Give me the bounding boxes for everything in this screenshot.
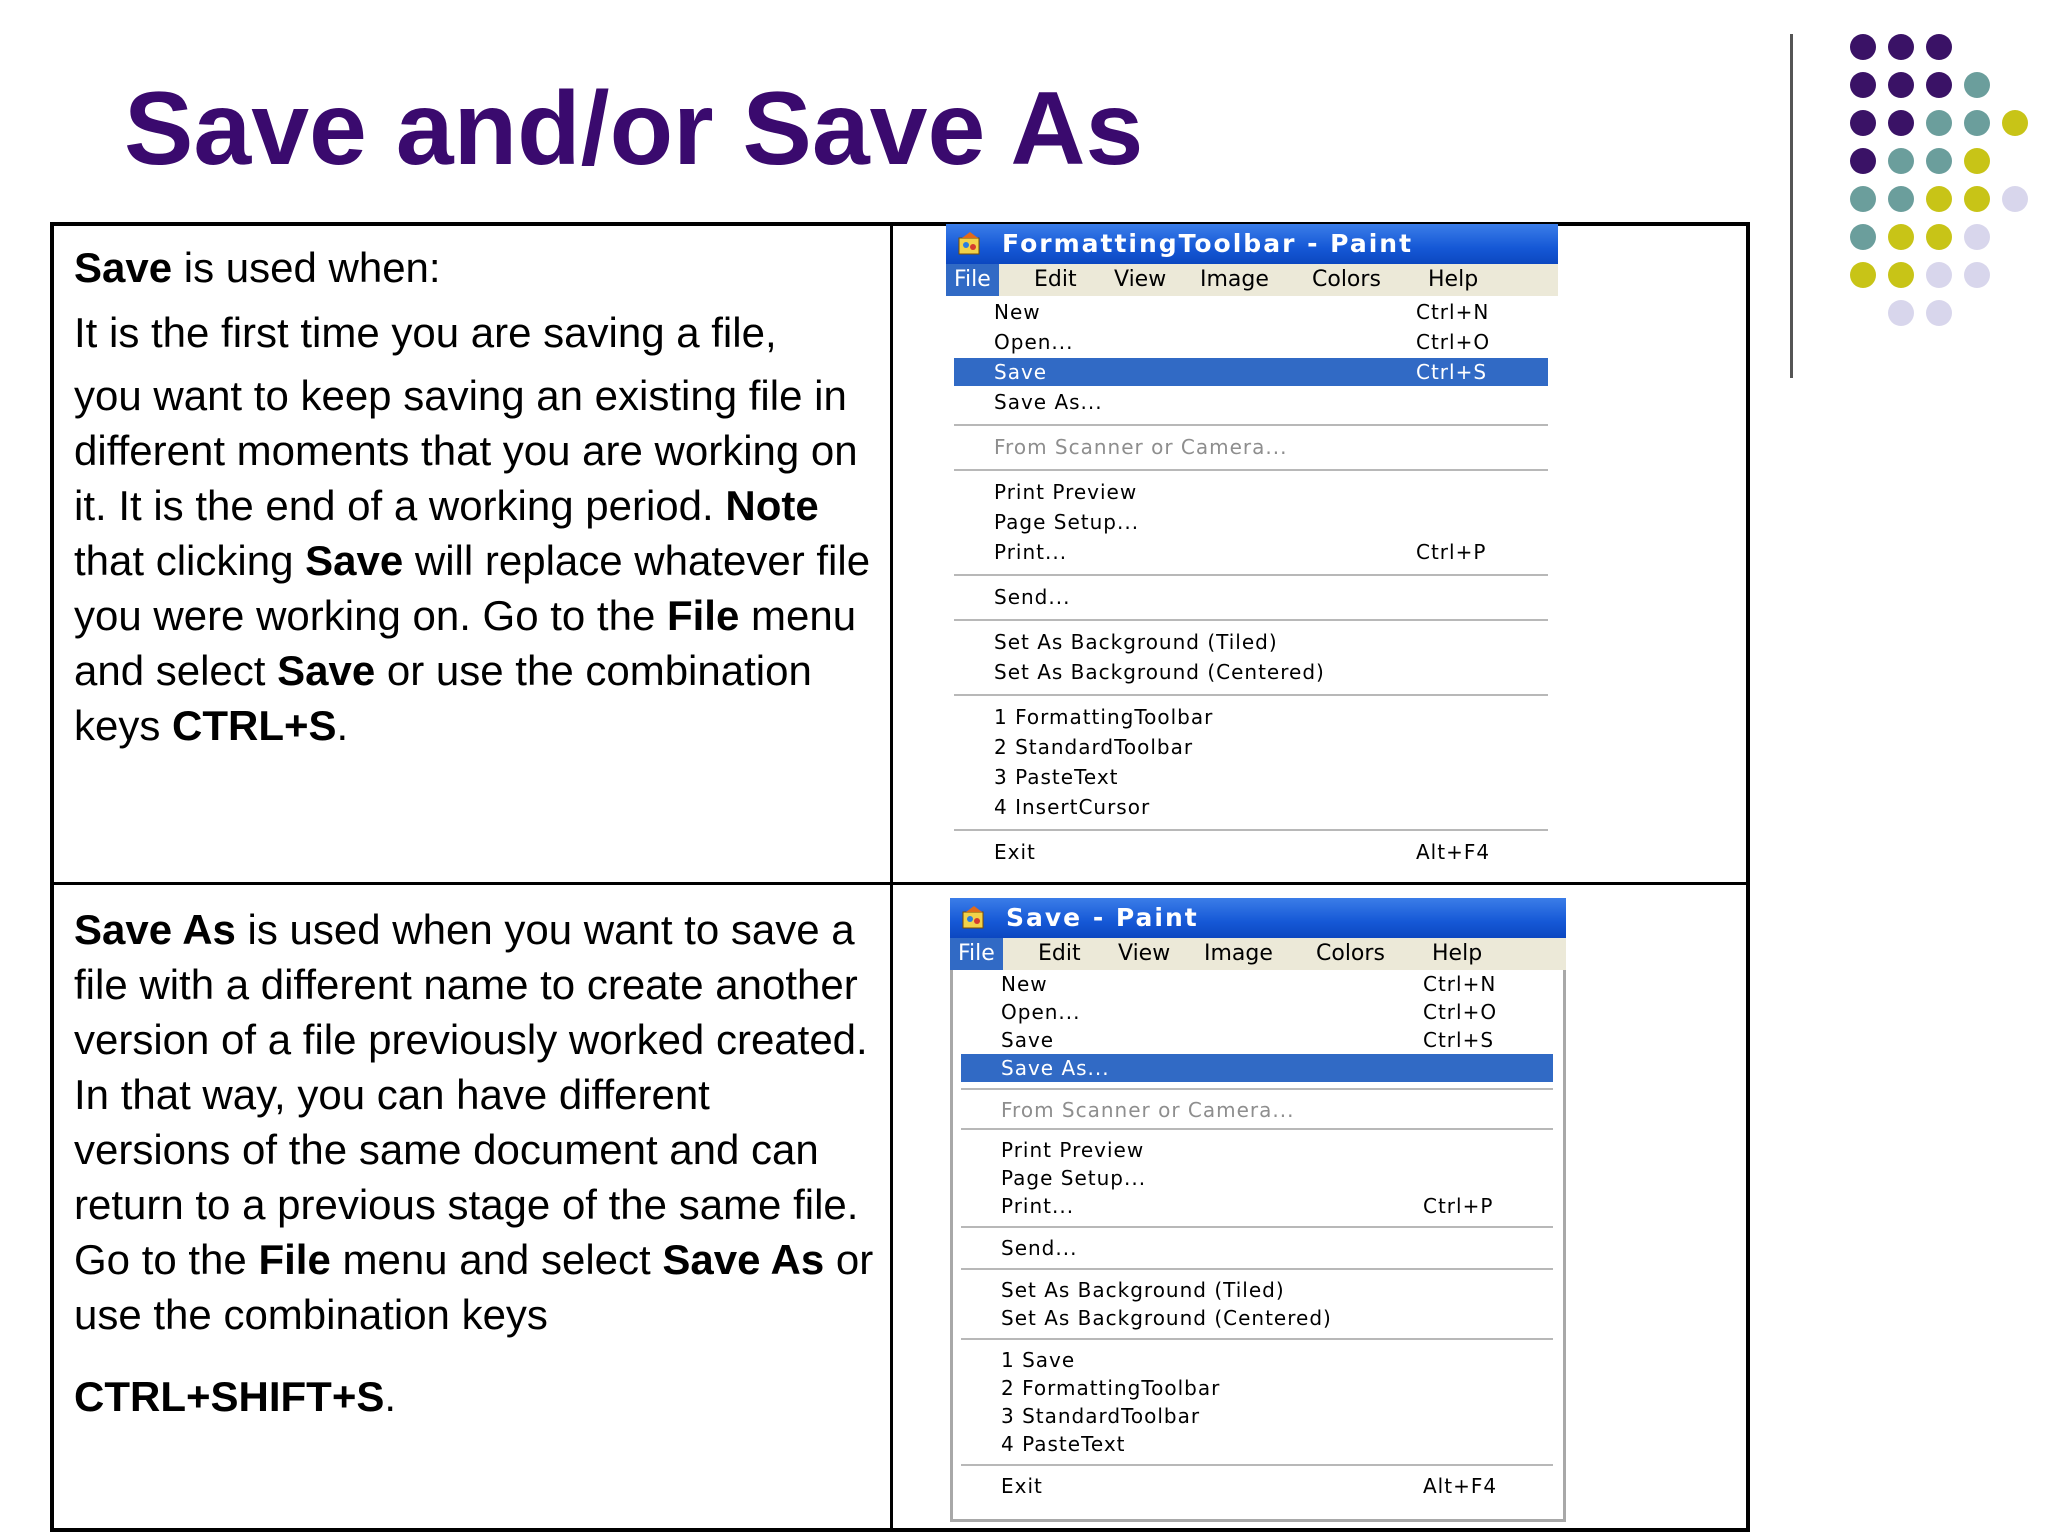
menu-item[interactable] xyxy=(961,1304,1553,1332)
decorative-dot xyxy=(1926,186,1952,212)
menu-item[interactable] xyxy=(954,733,1548,761)
decorative-dot xyxy=(1850,224,1876,250)
menu-item-label: Set As Background (Centered) xyxy=(994,660,1325,684)
menu-separator xyxy=(961,1338,1553,1340)
menu-item[interactable] xyxy=(961,1026,1553,1054)
paint-app-icon xyxy=(956,230,984,258)
menu-colors[interactable]: Colors xyxy=(1316,941,1385,966)
menu-separator xyxy=(954,694,1548,696)
save-reason-first: It is the first time you are saving a file, xyxy=(74,309,777,356)
paint-file-menu-save-screenshot xyxy=(946,224,1558,876)
menu-item-shortcut: Ctrl+P xyxy=(1423,1194,1494,1218)
menu-separator xyxy=(954,829,1548,831)
menu-item-label: Set As Background (Centered) xyxy=(1001,1306,1332,1330)
menu-item-label: From Scanner or Camera... xyxy=(994,435,1288,459)
menu-item-label: Print Preview xyxy=(1001,1138,1145,1162)
menu-item-shortcut: Alt+F4 xyxy=(1423,1474,1498,1498)
menu-bar[interactable] xyxy=(946,264,1558,296)
slide-title: Save and/or Save As xyxy=(124,71,1144,187)
menu-item-label: Set As Background (Tiled) xyxy=(1001,1278,1285,1302)
decorative-dot xyxy=(1888,186,1914,212)
menu-item-label: Save xyxy=(1001,1028,1055,1052)
menu-separator xyxy=(961,1464,1553,1466)
menu-item[interactable] xyxy=(961,1472,1553,1500)
menu-item[interactable] xyxy=(954,583,1548,611)
menu-item-shortcut: Ctrl+O xyxy=(1423,1000,1498,1024)
menu-separator xyxy=(961,1088,1553,1090)
menu-image[interactable]: Image xyxy=(1204,941,1273,966)
menu-item[interactable] xyxy=(954,793,1548,821)
decorative-dot xyxy=(1964,110,1990,136)
menu-item-shortcut: Ctrl+O xyxy=(1416,330,1491,354)
menu-item[interactable] xyxy=(954,298,1548,326)
decorative-dot xyxy=(1850,262,1876,288)
menu-view[interactable]: View xyxy=(1118,941,1171,966)
menu-item[interactable] xyxy=(961,1234,1553,1262)
menu-item-label: Page Setup... xyxy=(1001,1166,1147,1190)
menu-separator xyxy=(954,424,1548,426)
menu-item-label: Send... xyxy=(994,585,1071,609)
menu-item-label: 1 FormattingToolbar xyxy=(994,705,1214,729)
decorative-dot xyxy=(1850,34,1876,60)
menu-file[interactable]: File xyxy=(950,938,1003,970)
decorative-dot xyxy=(1850,148,1876,174)
menu-item[interactable] xyxy=(954,628,1548,656)
menu-item-label: Send... xyxy=(1001,1236,1078,1260)
menu-item-label: Exit xyxy=(994,840,1036,864)
menu-item[interactable] xyxy=(954,838,1548,866)
menu-item-shortcut: Alt+F4 xyxy=(1416,840,1491,864)
menu-separator xyxy=(961,1128,1553,1130)
menu-item-label: 3 PasteText xyxy=(994,765,1119,789)
decorative-dot xyxy=(1888,110,1914,136)
menu-item-label: From Scanner or Camera... xyxy=(1001,1098,1295,1122)
row-divider xyxy=(54,882,1746,885)
menu-item[interactable] xyxy=(961,1430,1553,1458)
menu-bar[interactable] xyxy=(950,938,1566,970)
window-title-bar xyxy=(946,224,1558,264)
menu-item[interactable] xyxy=(954,328,1548,356)
menu-item-label: Print Preview xyxy=(994,480,1138,504)
menu-help[interactable]: Help xyxy=(1432,941,1483,966)
menu-file[interactable]: File xyxy=(946,264,999,296)
menu-edit[interactable]: Edit xyxy=(1034,267,1077,292)
decorative-dot xyxy=(1964,72,1990,98)
decorative-dot xyxy=(1888,148,1914,174)
menu-item[interactable] xyxy=(954,538,1548,566)
menu-item-label: New xyxy=(994,300,1041,324)
decorative-dot xyxy=(1850,72,1876,98)
menu-item[interactable] xyxy=(954,658,1548,686)
saveas-instructions: Go to the File menu and select Save As or use the combination keys xyxy=(74,1236,874,1338)
decorative-dot xyxy=(2002,110,2028,136)
menu-item[interactable] xyxy=(961,970,1553,998)
paint-file-menu-saveas-screenshot xyxy=(950,898,1566,1522)
menu-item-shortcut: Ctrl+N xyxy=(1423,972,1497,996)
saveas-intro: Save As is used when you want to save a file with a different name to create another version of a file previously worked created. In that way, you can have different versions of the same document and can return to a previous stage of the same file. xyxy=(74,906,868,1228)
menu-item-label: 2 StandardToolbar xyxy=(994,735,1194,759)
paint-app-icon xyxy=(960,904,988,932)
menu-item-label: Open... xyxy=(1001,1000,1081,1024)
menu-colors[interactable]: Colors xyxy=(1312,267,1381,292)
menu-item-label: Exit xyxy=(1001,1474,1043,1498)
menu-item-label: Page Setup... xyxy=(994,510,1140,534)
decorative-dot xyxy=(1888,72,1914,98)
menu-edit[interactable]: Edit xyxy=(1038,941,1081,966)
menu-item-label: Open... xyxy=(994,330,1074,354)
decorative-dot xyxy=(1964,148,1990,174)
menu-item-label: Set As Background (Tiled) xyxy=(994,630,1278,654)
decorative-dot xyxy=(1850,186,1876,212)
menu-item-label: Save As... xyxy=(994,390,1103,414)
menu-item[interactable] xyxy=(954,358,1548,386)
save-intro: is used when: xyxy=(172,244,441,291)
saveas-description xyxy=(74,902,874,1424)
decorative-dot xyxy=(1888,262,1914,288)
menu-item[interactable] xyxy=(961,1096,1553,1124)
menu-image[interactable]: Image xyxy=(1200,267,1269,292)
save-reason-detail: you want to keep saving an existing file in different moments that you are working on it. It is the end of a working period. Note that clicking Save will replace whatever file you were working on. Go to the File menu and select Save or use the combination keys CTRL+S. xyxy=(74,372,871,749)
menu-item[interactable] xyxy=(961,1136,1553,1164)
decorative-dot xyxy=(2002,186,2028,212)
menu-item[interactable] xyxy=(954,478,1548,506)
menu-item[interactable] xyxy=(961,1192,1553,1220)
menu-item[interactable] xyxy=(954,433,1548,461)
menu-item-label: 4 PasteText xyxy=(1001,1432,1126,1456)
window-title: FormattingToolbar - Paint xyxy=(1002,229,1414,258)
menu-item[interactable] xyxy=(961,1276,1553,1304)
menu-view[interactable]: View xyxy=(1114,267,1167,292)
saveas-shortcut: CTRL+SHIFT+S. xyxy=(74,1373,397,1420)
menu-item-shortcut: Ctrl+S xyxy=(1416,360,1488,384)
menu-help[interactable]: Help xyxy=(1428,267,1479,292)
menu-item[interactable] xyxy=(954,703,1548,731)
menu-item-label: Save xyxy=(994,360,1048,384)
menu-item-label: Print... xyxy=(994,540,1068,564)
decorative-dot xyxy=(1926,110,1952,136)
menu-item[interactable] xyxy=(961,1374,1553,1402)
menu-item[interactable] xyxy=(954,508,1548,536)
decorative-divider xyxy=(1790,34,1793,378)
save-description xyxy=(74,240,874,753)
menu-separator xyxy=(954,619,1548,621)
decorative-dot xyxy=(1926,148,1952,174)
decorative-dot xyxy=(1926,300,1952,326)
decorative-dot xyxy=(1964,186,1990,212)
decorative-dot xyxy=(1926,224,1952,250)
menu-item-label: 2 FormattingToolbar xyxy=(1001,1376,1221,1400)
menu-item-shortcut: Ctrl+S xyxy=(1423,1028,1495,1052)
decorative-dot xyxy=(1888,224,1914,250)
decorative-dot xyxy=(1926,34,1952,60)
file-dropdown[interactable] xyxy=(950,970,1566,1522)
menu-item[interactable] xyxy=(954,763,1548,791)
menu-item[interactable] xyxy=(961,1346,1553,1374)
menu-separator xyxy=(954,469,1548,471)
menu-item[interactable] xyxy=(961,998,1553,1026)
menu-item-label: Print... xyxy=(1001,1194,1075,1218)
window-title-bar xyxy=(950,898,1566,938)
menu-item-shortcut: Ctrl+P xyxy=(1416,540,1487,564)
decorative-dot xyxy=(1850,110,1876,136)
menu-item-label: 1 Save xyxy=(1001,1348,1076,1372)
decorative-dot xyxy=(1964,262,1990,288)
menu-item[interactable] xyxy=(954,388,1548,416)
menu-item-label: 4 InsertCursor xyxy=(994,795,1151,819)
menu-item-label: Save As... xyxy=(1001,1056,1110,1080)
decorative-dot xyxy=(1926,72,1952,98)
decorative-dot xyxy=(1888,300,1914,326)
menu-item[interactable] xyxy=(961,1054,1553,1082)
save-term: Save xyxy=(74,244,173,291)
menu-separator xyxy=(961,1226,1553,1228)
menu-item-label: 3 StandardToolbar xyxy=(1001,1404,1201,1428)
window-title: Save - Paint xyxy=(1006,903,1199,932)
menu-item-label: New xyxy=(1001,972,1048,996)
menu-separator xyxy=(954,574,1548,576)
decorative-dot xyxy=(1888,34,1914,60)
menu-item[interactable] xyxy=(961,1164,1553,1192)
decorative-dot xyxy=(1964,224,1990,250)
menu-separator xyxy=(961,1268,1553,1270)
menu-item-shortcut: Ctrl+N xyxy=(1416,300,1490,324)
column-divider xyxy=(890,226,893,1528)
menu-item[interactable] xyxy=(961,1402,1553,1430)
decorative-dot xyxy=(1926,262,1952,288)
